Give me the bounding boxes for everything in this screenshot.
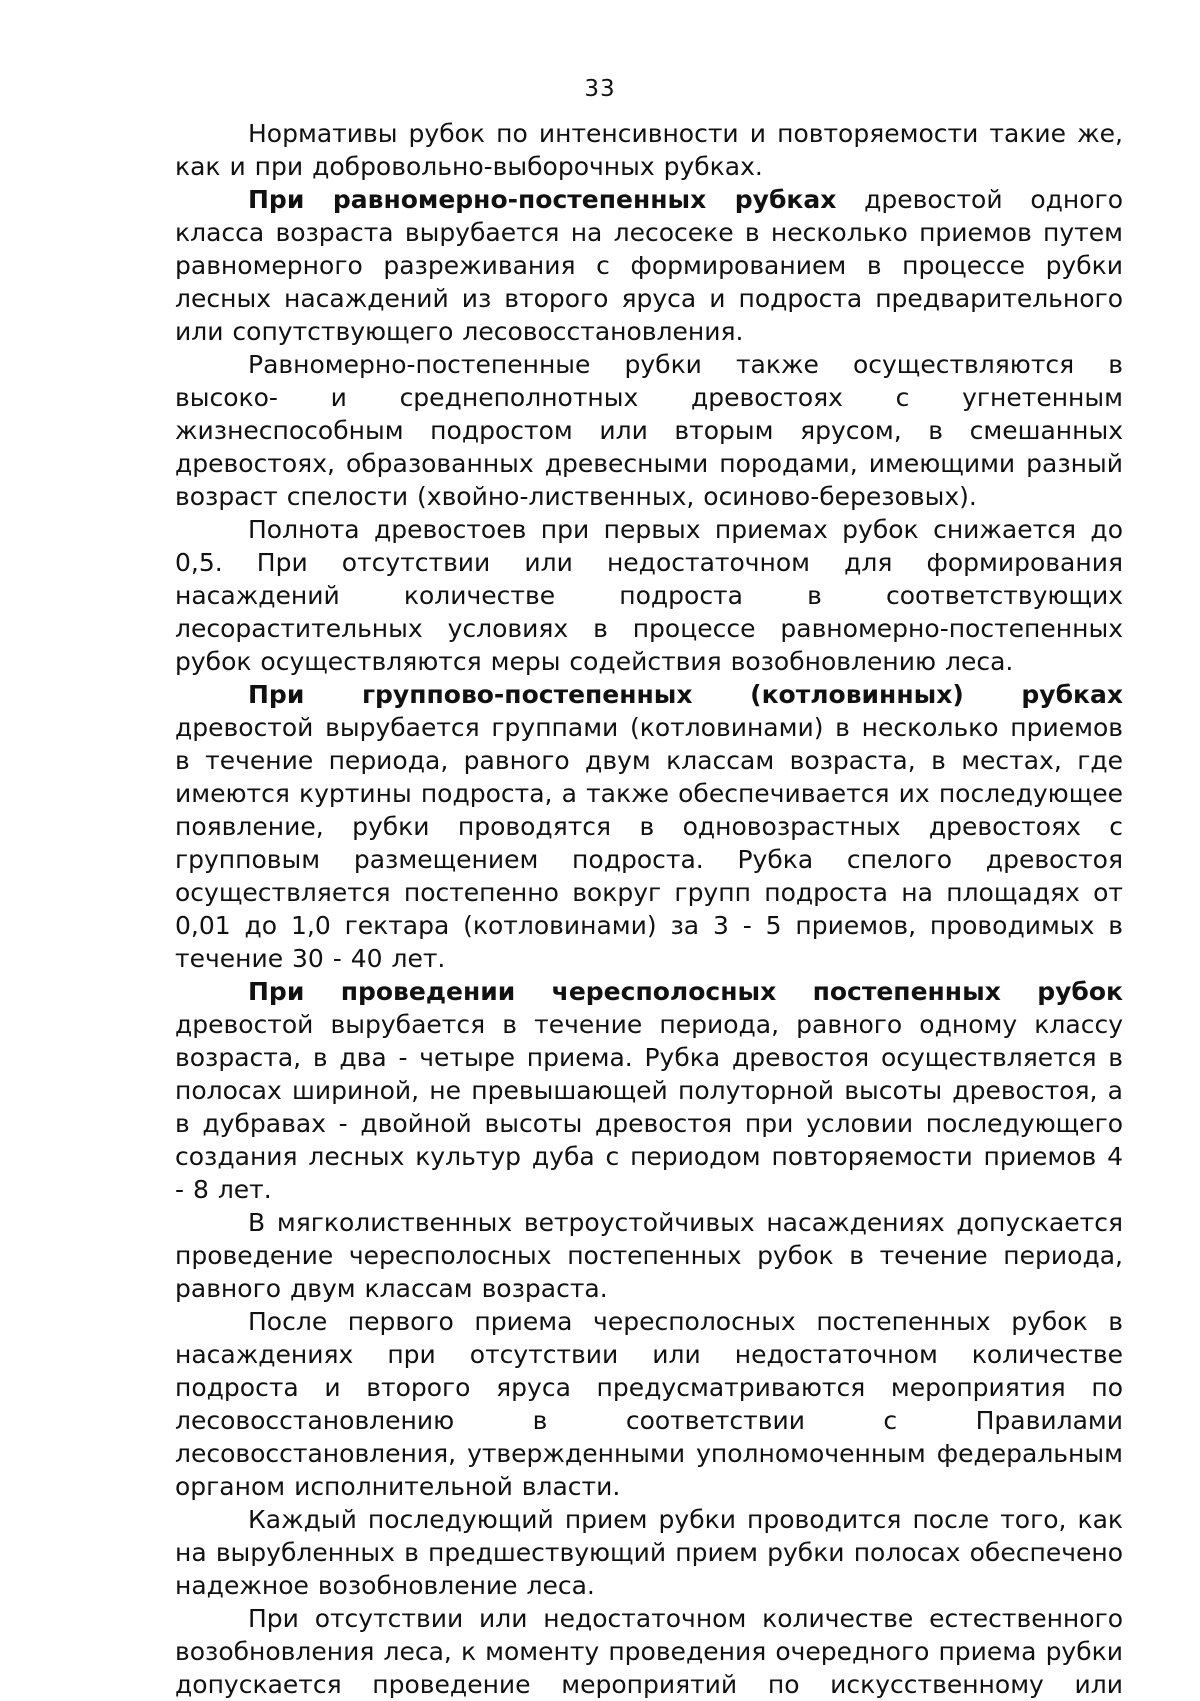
paragraph-heading-bold: При группово-постепенных (котловинных) рубках xyxy=(248,680,1123,709)
paragraph-stand-density xyxy=(175,513,1123,678)
paragraph-insufficient-regeneration xyxy=(175,1602,1123,1701)
paragraph-subsequent-cutting xyxy=(175,1503,1123,1602)
paragraph-text: После первого приема чересполосных постепенных рубок в насаждениях при отсутствии или недостаточном количестве подроста и второго яруса предусматриваются мероприятия по лесовосстановлению в соответствии с Правилами лесовосстановления, утвержденными уполномоченным федеральным органом исполнительной власти. xyxy=(175,1307,1123,1501)
paragraph-softwood-stands xyxy=(175,1206,1123,1305)
paragraph-heading-bold: При проведении чересполосных постепенных рубок xyxy=(248,977,1123,1006)
paragraph-heading-bold: При равномерно-постепенных рубках xyxy=(248,185,837,214)
paragraph-text: Нормативы рубок по интенсивности и повторяемости такие же, как и при добровольно-выборочных рубках. xyxy=(175,119,1123,181)
paragraph-standards xyxy=(175,117,1123,183)
paragraph-strip-gradual-cutting xyxy=(175,975,1123,1206)
paragraph-text: древостой одного класса возраста вырубается на лесосеке в несколько приемов путем равномерного разреживания с формированием в процессе рубки лесных насаждений из второго яруса и подроста предварительного или сопутствующего лесовосстановления. xyxy=(175,185,1123,346)
document-body xyxy=(175,117,1123,1701)
paragraph-group-gradual-cutting xyxy=(175,678,1123,975)
paragraph-text: Равномерно-постепенные рубки также осуществляются в высоко- и среднеполнотных древостоях с угнетенным жизнеспособным подростом или вторым ярусом, в смешанных древостоях, образованных древесными породами, имеющими разный возраст спелости (хвойно-лиственных, осиново-березовых). xyxy=(175,350,1123,511)
paragraph-after-first-cutting xyxy=(175,1305,1123,1503)
paragraph-text: Каждый последующий прием рубки проводится после того, как на вырубленных в предшествующий прием рубки полосах обеспечено надежное возобновление леса. xyxy=(175,1505,1123,1600)
paragraph-uniform-gradual-stands xyxy=(175,348,1123,513)
paragraph-text: древостой вырубается группами (котловинами) в несколько приемов в течение периода, равного двум классам возраста, в местах, где имеются куртины подроста, а также обеспечивается их последующее появление, рубки проводятся в одновозрастных древостоях с групповым размещением подроста. Рубка спелого древостоя осуществляется постепенно вокруг групп подроста на площадях от 0,01 до 1,0 гектара (котловинами) за 3 - 5 приемов, проводимых в течение 30 - 40 лет. xyxy=(175,713,1123,973)
paragraph-uniform-gradual-cutting xyxy=(175,183,1123,348)
paragraph-text: При отсутствии или недостаточном количестве естественного возобновления леса, к моменту проведения очередного приема рубки допускается проведение мероприятий по искусственному или xyxy=(175,1604,1123,1699)
paragraph-text: В мягколиственных ветроустойчивых насаждениях допускается проведение чересполосных постепенных рубок в течение периода, равного двум классам возраста. xyxy=(175,1208,1123,1303)
page-number: 33 xyxy=(584,76,616,102)
paragraph-text: древостой вырубается в течение периода, равного одному классу возраста, в два - четыре приема. Рубка древостоя осуществляется в полосах шириной, не превышающей полуторной высоты древостоя, а в дубравах - двойной высоты древостоя при условии последующего создания лесных культур дуба с периодом повторяемости приемов 4 - 8 лет. xyxy=(175,1010,1123,1204)
paragraph-text: Полнота древостоев при первых приемах рубок снижается до 0,5. При отсутствии или недостаточном для формирования насаждений количестве подроста в соответствующих лесорастительных условиях в процессе равномерно-постепенных рубок осуществляются меры содействия возобновлению леса. xyxy=(175,515,1123,676)
